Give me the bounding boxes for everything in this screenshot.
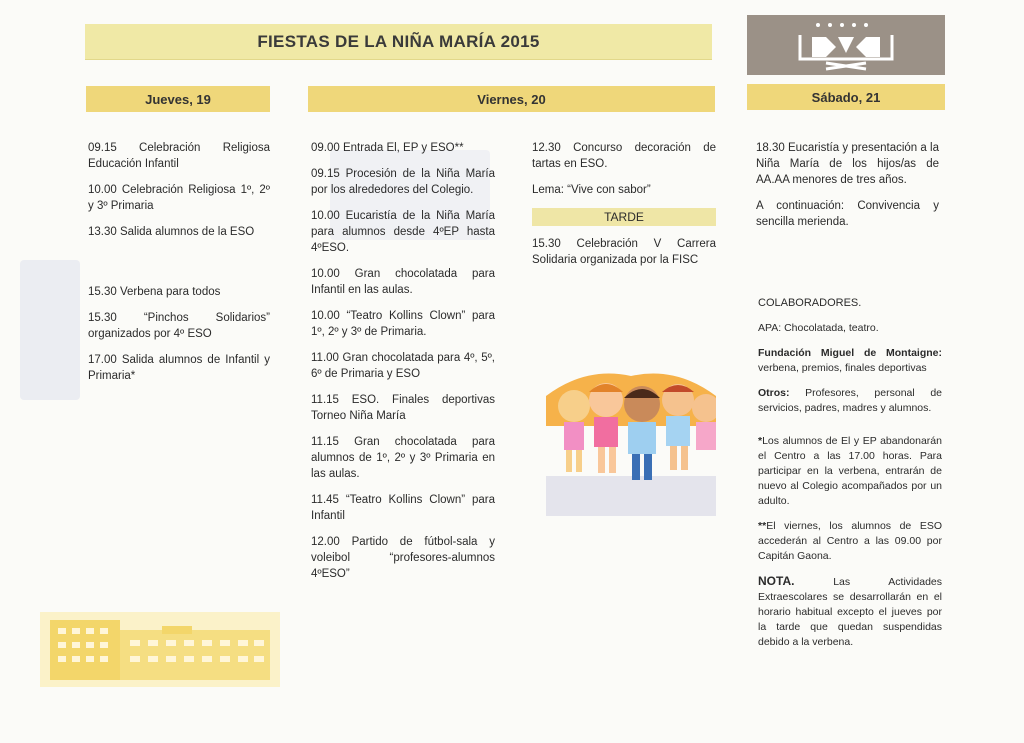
schedule-item: 12.30 Concurso decoración de tartas en ESO. [532, 142, 716, 170]
friday-column-1 [311, 140, 495, 592]
school-logo [747, 15, 945, 75]
collaborator-label: Fundación Miguel de Montaigne: [758, 347, 942, 359]
collaborator-text: Chocolatada, teatro. [784, 322, 879, 334]
schedule-item: 15.30 Celebración V Carrera Solidaria organizada por la FISC [532, 238, 716, 266]
day-label: Jueves, 19 [145, 91, 211, 107]
schedule-item: 09.15 Celebración Religiosa Educación Infantil [88, 142, 270, 170]
schedule-item: 10.00 Celebración Religiosa 1º, 2º y 3º Primaria [88, 184, 270, 212]
schedule-item: 11.45 “Teatro Kollins Clown” para Infantil [311, 494, 495, 522]
collaborator-otros [758, 386, 942, 416]
collaborator-label: APA: [758, 322, 782, 334]
schedule-item: 18.30 Eucaristía y presentación a la Niña María de los hijos/as de AA.AA menores de tres años. [756, 142, 939, 186]
collaborator-apa [758, 321, 942, 336]
schedule-item: A continuación: Convivencia y sencilla merienda. [756, 200, 939, 228]
footnote-text: Los alumnos de El y EP abandonarán el Centro a las 17.00 horas. Para participar en la verbena, entrarán de nuevo al Colegio acompañados por un adulto. [758, 435, 942, 507]
schedule-item: 15.30 “Pinchos Solidarios” organizados por 4º ESO [88, 312, 270, 340]
school-building-illustration [40, 612, 280, 687]
schedule-item: 15.30 Verbena para todos [88, 286, 221, 298]
collaborators-section [758, 296, 942, 660]
day-header-friday [308, 86, 715, 112]
afternoon-heading: TARDE [532, 208, 716, 226]
collaborator-text: verbena, premios, finales deportivas [758, 362, 927, 374]
schedule-item: 11.15 ESO. Finales deportivas Torneo Niña María [311, 394, 495, 422]
schedule-item: 11.15 Gran chocolatada para alumnos de 1º, 2º y 3º Primaria en las aulas. [311, 436, 495, 480]
thursday-column [88, 140, 270, 394]
school-crest-logo-icon [786, 19, 906, 71]
background-watermark [20, 260, 80, 400]
running-kids-icon [546, 366, 716, 516]
footnote-mark: * [758, 435, 763, 447]
footnote-mark: ** [758, 520, 767, 532]
schedule-item: 10.00 Gran chocolatada para Infantil en las aulas. [311, 268, 495, 296]
motto: Lema: “Vive con sabor” [532, 184, 651, 196]
collaborator-fundacion [758, 346, 942, 376]
schedule-item: 12.00 Partido de fútbol-sala y voleibol “profesores-alumnos 4ºESO” [311, 536, 495, 580]
saturday-column [756, 140, 939, 240]
schedule-item: 09.00 Entrada El, EP y ESO** [311, 142, 464, 154]
nota-label: NOTA. [758, 574, 795, 588]
school-building-icon [40, 612, 280, 687]
page-title: FIESTAS DE LA NIÑA MARÍA 2015 [257, 31, 540, 51]
running-kids-illustration [546, 366, 716, 516]
schedule-item: 10.00 “Teatro Kollins Clown” para 1º, 2º y 3º de Primaria. [311, 310, 495, 338]
friday-column-2 [532, 140, 716, 278]
nota-text: Las Actividades Extraescolares se desarrollarán en el horario habitual excepto el jueves por la tarde que quedan suspendidas debido a la verbena. [758, 576, 942, 648]
collaborator-label: Otros: [758, 387, 790, 399]
collaborator-text: Profesores, personal de servicios, padres, madres y alumnos. [758, 387, 943, 414]
day-label: Sábado, 21 [811, 89, 881, 105]
day-header-saturday [747, 84, 945, 110]
collaborators-heading: COLABORADORES. [758, 297, 862, 309]
schedule-item: 17.00 Salida alumnos de Infantil y Primaria* [88, 354, 270, 382]
footnote-2 [758, 519, 942, 564]
schedule-item: 09.15 Procesión de la Niña María por los alrededores del Colegio. [311, 168, 495, 196]
schedule-item: 13.30 Salida alumnos de la ESO [88, 226, 255, 238]
schedule-item: 11.00 Gran chocolatada para 4º, 5º, 6º de Primaria y ESO [311, 352, 495, 380]
schedule-item: 10.00 Eucaristía de la Niña María para alumnos desde 4ºEP hasta 4ºESO. [311, 210, 495, 254]
day-label: Viernes, 20 [477, 91, 546, 107]
title-banner [85, 24, 712, 60]
nota [758, 574, 942, 650]
day-header-thursday [86, 86, 270, 112]
footnote-text: El viernes, los alumnos de ESO accederán al Centro a las 09.00 por Capitán Gaona. [758, 520, 942, 562]
footnote-1 [758, 434, 942, 509]
